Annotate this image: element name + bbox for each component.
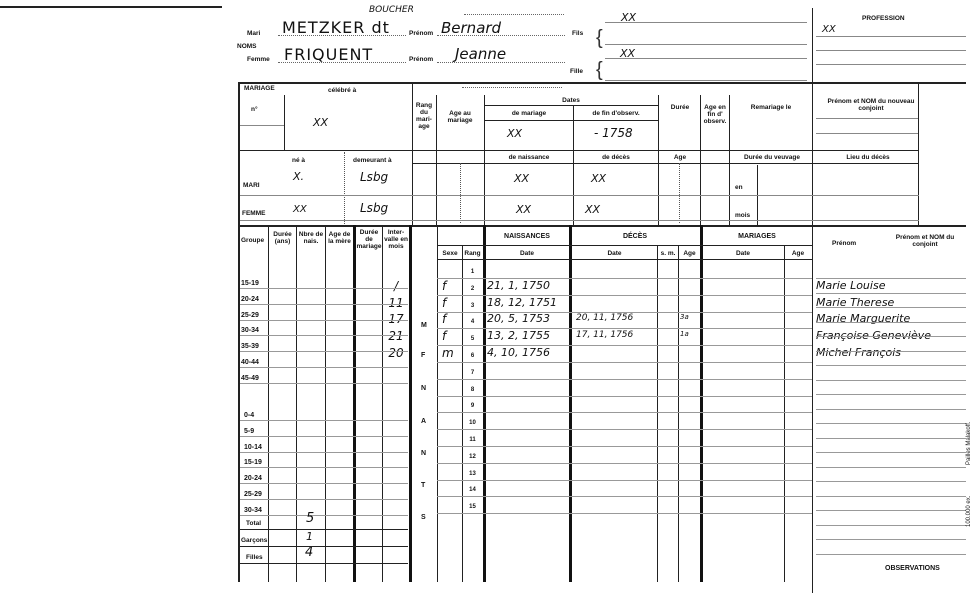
mari-label: Mari	[247, 30, 261, 37]
printer-mark: Pailles Malakoff.	[966, 421, 972, 465]
rank-13: 13	[469, 470, 476, 477]
duration-group: 5-9	[244, 427, 255, 435]
group-rule	[240, 304, 408, 305]
duration-group: 0-4	[244, 412, 255, 419]
deces-date-header: Date	[607, 250, 622, 257]
profession-label: PROFESSION	[862, 15, 905, 22]
obs-rule	[816, 539, 966, 540]
age-group: 30-34	[241, 327, 259, 335]
group-rule	[240, 367, 408, 368]
mariage-label: MARIAGE	[244, 85, 275, 92]
deces-age-header: Age	[683, 250, 696, 257]
rank-11: 11	[469, 437, 476, 443]
obs-rule	[816, 438, 966, 439]
obs-rule	[816, 394, 966, 395]
child-sexe: m	[442, 346, 454, 360]
obs-rule	[816, 322, 966, 323]
child-death-age: 3a	[680, 313, 689, 322]
lieu-deces-header: Lieu du décès	[846, 154, 890, 161]
de-naissance-header: de naissance	[508, 154, 550, 161]
de-fin-header: de fin d'observ.	[592, 110, 640, 117]
naissances-header: NAISSANCES	[504, 233, 550, 240]
intervalle-header: Inter- valle en mois	[384, 229, 408, 250]
femme-prenom-label: Prénom	[409, 56, 434, 63]
femme-row-label: FEMME	[242, 210, 266, 217]
obs-rule	[816, 452, 966, 453]
fille-brace: {	[596, 59, 603, 81]
prenom-header: Prénom	[832, 240, 857, 247]
obs-rule	[816, 365, 966, 366]
femme-naissance-value: XX	[516, 203, 532, 216]
mariages-header: MARIAGES	[738, 233, 776, 240]
child-interval: 20	[388, 346, 404, 360]
total-label: Total	[246, 520, 262, 527]
mari-name: METZKER dt	[282, 18, 390, 37]
duree-mariage-header: Durée de mariage	[356, 229, 382, 250]
duree-veuvage-header: Durée du veuvage	[744, 154, 800, 161]
child-sexe: f	[442, 295, 447, 310]
obs-rule	[816, 525, 966, 526]
groupe-header: Groupe	[241, 237, 265, 244]
child-birth-date: 18, 12, 1751	[487, 295, 557, 309]
rank-1: 1	[470, 269, 475, 275]
duration-group: 15-19	[244, 459, 262, 467]
profession-value: XX	[822, 24, 836, 35]
femme-name: FRIQUENT	[284, 45, 374, 64]
row-rule	[437, 446, 812, 447]
rank-14: 14	[469, 487, 476, 494]
row-rule	[437, 362, 812, 363]
duration-group: 25-29	[244, 491, 262, 498]
child-interval: 21	[388, 329, 404, 344]
en-label: en	[735, 184, 743, 191]
child-prenom: Michel François	[816, 346, 902, 359]
rank-12: 12	[469, 453, 476, 460]
fille-value: XX	[620, 47, 636, 60]
femme-deces-value: XX	[585, 203, 601, 216]
obs-rule	[816, 307, 966, 308]
child-interval: 11	[388, 295, 404, 310]
child-interval: /	[393, 278, 399, 293]
group-rule	[240, 351, 408, 352]
group-rule	[240, 288, 408, 289]
child-death-date: 20, 11, 1756	[576, 313, 634, 324]
obs-rule	[816, 423, 966, 424]
group-rule	[240, 467, 408, 468]
ne-a-label: né à	[292, 157, 306, 164]
row-rule	[437, 396, 812, 397]
age-mere-header: Age de la mère	[328, 231, 351, 245]
age-mariage-header: Age au mariage	[447, 110, 473, 124]
age-group: 25-29	[241, 311, 259, 319]
mari-prenom-label: Prénom	[409, 30, 434, 37]
duration-group: 10-14	[244, 443, 262, 451]
rank-10: 10	[469, 420, 476, 427]
rank-3: 3	[470, 302, 475, 309]
naissance-date-header: Date	[519, 250, 535, 257]
child-interval: 17	[388, 312, 404, 327]
row-rule	[437, 412, 812, 413]
obs-rule	[816, 554, 966, 555]
rank-8: 8	[470, 386, 475, 393]
mari-row-label: MARI	[243, 182, 260, 189]
obs-rule	[816, 293, 966, 294]
row-rule	[437, 480, 812, 481]
obs-rule	[816, 336, 966, 337]
age-group: 15-19	[241, 280, 259, 287]
group-rule	[240, 335, 408, 336]
row-rule	[437, 513, 812, 514]
mois-label: mois	[735, 212, 751, 219]
noms-label: NOMS	[237, 43, 257, 50]
group-rule	[240, 499, 408, 500]
sexe-header: Sexe	[442, 250, 458, 257]
child-prenom: Marie Marguerite	[816, 312, 911, 326]
rank-9: 9	[470, 403, 475, 410]
demeurant-a-label: demeurant à	[353, 157, 392, 164]
obs-rule	[816, 467, 966, 468]
obs-rule	[816, 278, 966, 279]
de-mariage-header: de mariage	[511, 110, 547, 117]
duree-header: Durée	[670, 104, 690, 111]
fille-label: Fille	[570, 68, 584, 75]
nouveau-conjoint-header: Prénom et NOM du nouveau conjoint	[827, 98, 915, 112]
femme-prenom: Jeanne	[455, 45, 507, 63]
filles-label: Filles	[246, 554, 263, 561]
rank-2: 2	[470, 285, 475, 292]
child-prenom: Françoise Geneviève	[816, 329, 932, 343]
group-rule	[240, 320, 408, 321]
observations-label: OBSERVATIONS	[885, 565, 940, 572]
de-deces-header: de décès	[602, 154, 630, 161]
rank-7: 7	[470, 369, 475, 376]
group-rule	[240, 515, 408, 516]
mariage-place: XX	[313, 116, 329, 129]
rang-header: Rang du mari- age	[415, 102, 433, 130]
celebre-label: célébré à	[328, 87, 357, 94]
date-mariage-value: XX	[507, 127, 523, 140]
garcons-label: Garçons	[241, 537, 268, 544]
garcons-rule	[240, 546, 408, 547]
row-rule	[437, 463, 812, 464]
rank-4: 4	[470, 319, 475, 326]
mari-deces-value: XX	[591, 172, 607, 185]
rank-15: 15	[469, 504, 476, 511]
dates-header: Dates	[562, 97, 580, 104]
group-rule	[240, 420, 408, 421]
sm-header: s. m.	[660, 250, 676, 257]
no-label: n°	[251, 106, 258, 113]
rang-col-header: Rang	[464, 250, 481, 257]
row-rule	[437, 379, 812, 380]
age-group: 35-39	[241, 343, 259, 351]
garcons-value: 1	[306, 530, 313, 543]
deces-header: DÉCÈS	[622, 233, 648, 240]
age-header-2: Age	[673, 154, 687, 161]
mari-ne: X.	[293, 170, 305, 183]
age-group: 20-24	[241, 295, 259, 303]
obs-rule	[816, 351, 966, 352]
row-rule	[437, 496, 812, 497]
date-fin-value: - 1758	[594, 126, 633, 140]
conjoint-header: Prénom et NOM du conjoint	[895, 234, 955, 248]
obs-rule	[816, 496, 966, 497]
rank-5: 5	[470, 336, 475, 343]
filles-value: 4	[305, 545, 314, 560]
obs-rule	[816, 510, 966, 511]
child-birth-date: 21, 1, 1750	[487, 278, 550, 292]
obs-rule	[816, 409, 966, 410]
mariage-date-header: Date	[735, 250, 751, 257]
mariage-age-header: Age	[791, 250, 805, 257]
total-value: 5	[306, 511, 315, 526]
child-death-age: 1a	[680, 330, 689, 339]
mari-prenom: Bernard	[441, 19, 502, 37]
fils-brace: {	[596, 27, 603, 49]
top-rule	[0, 6, 222, 8]
mari-naissance-value: XX	[514, 172, 530, 185]
child-sexe: f	[442, 312, 447, 327]
copies-mark: 100.000 ex.	[966, 495, 972, 527]
duration-group: 30-34	[244, 506, 262, 514]
age-group: 45-49	[241, 374, 259, 382]
child-birth-date: 4, 10, 1756	[487, 346, 550, 359]
fils-label: Fils	[572, 30, 584, 37]
group-rule	[240, 483, 408, 484]
child-prenom: Marie Louise	[816, 278, 886, 292]
mari-alias: BOUCHER	[369, 5, 414, 15]
femme-ne: XX	[293, 204, 307, 215]
child-birth-date: 13, 2, 1755	[487, 329, 550, 343]
child-birth-date: 20, 5, 1753	[487, 312, 550, 326]
duration-group: 20-24	[244, 475, 262, 483]
filles-rule	[240, 563, 408, 564]
child-sexe: f	[442, 278, 447, 293]
group-rule	[240, 383, 408, 384]
group-rule	[240, 436, 408, 437]
remariage-header: Remariage le	[750, 104, 792, 111]
age-group: 40-44	[241, 359, 259, 366]
group-rule	[240, 452, 408, 453]
child-sexe: f	[442, 329, 447, 344]
femme-label: Femme	[247, 56, 270, 63]
obs-rule	[816, 380, 966, 381]
age-fin-header: Age en fin d' observ.	[703, 104, 727, 125]
femme-demeurant: Lsbg	[360, 201, 389, 215]
rank-6: 6	[470, 353, 475, 359]
nbre-naiss-header: Nbre de nais.	[298, 231, 324, 245]
obs-rule	[816, 481, 966, 482]
total-rule	[240, 529, 408, 530]
child-prenom: Marie Therese	[816, 295, 895, 309]
duree-ans-header: Durée (ans)	[273, 231, 292, 245]
fils-value: XX	[621, 11, 637, 24]
row-rule	[437, 429, 812, 430]
mari-demeurant: Lsbg	[360, 170, 389, 184]
child-death-date: 17, 11, 1756	[576, 330, 634, 341]
